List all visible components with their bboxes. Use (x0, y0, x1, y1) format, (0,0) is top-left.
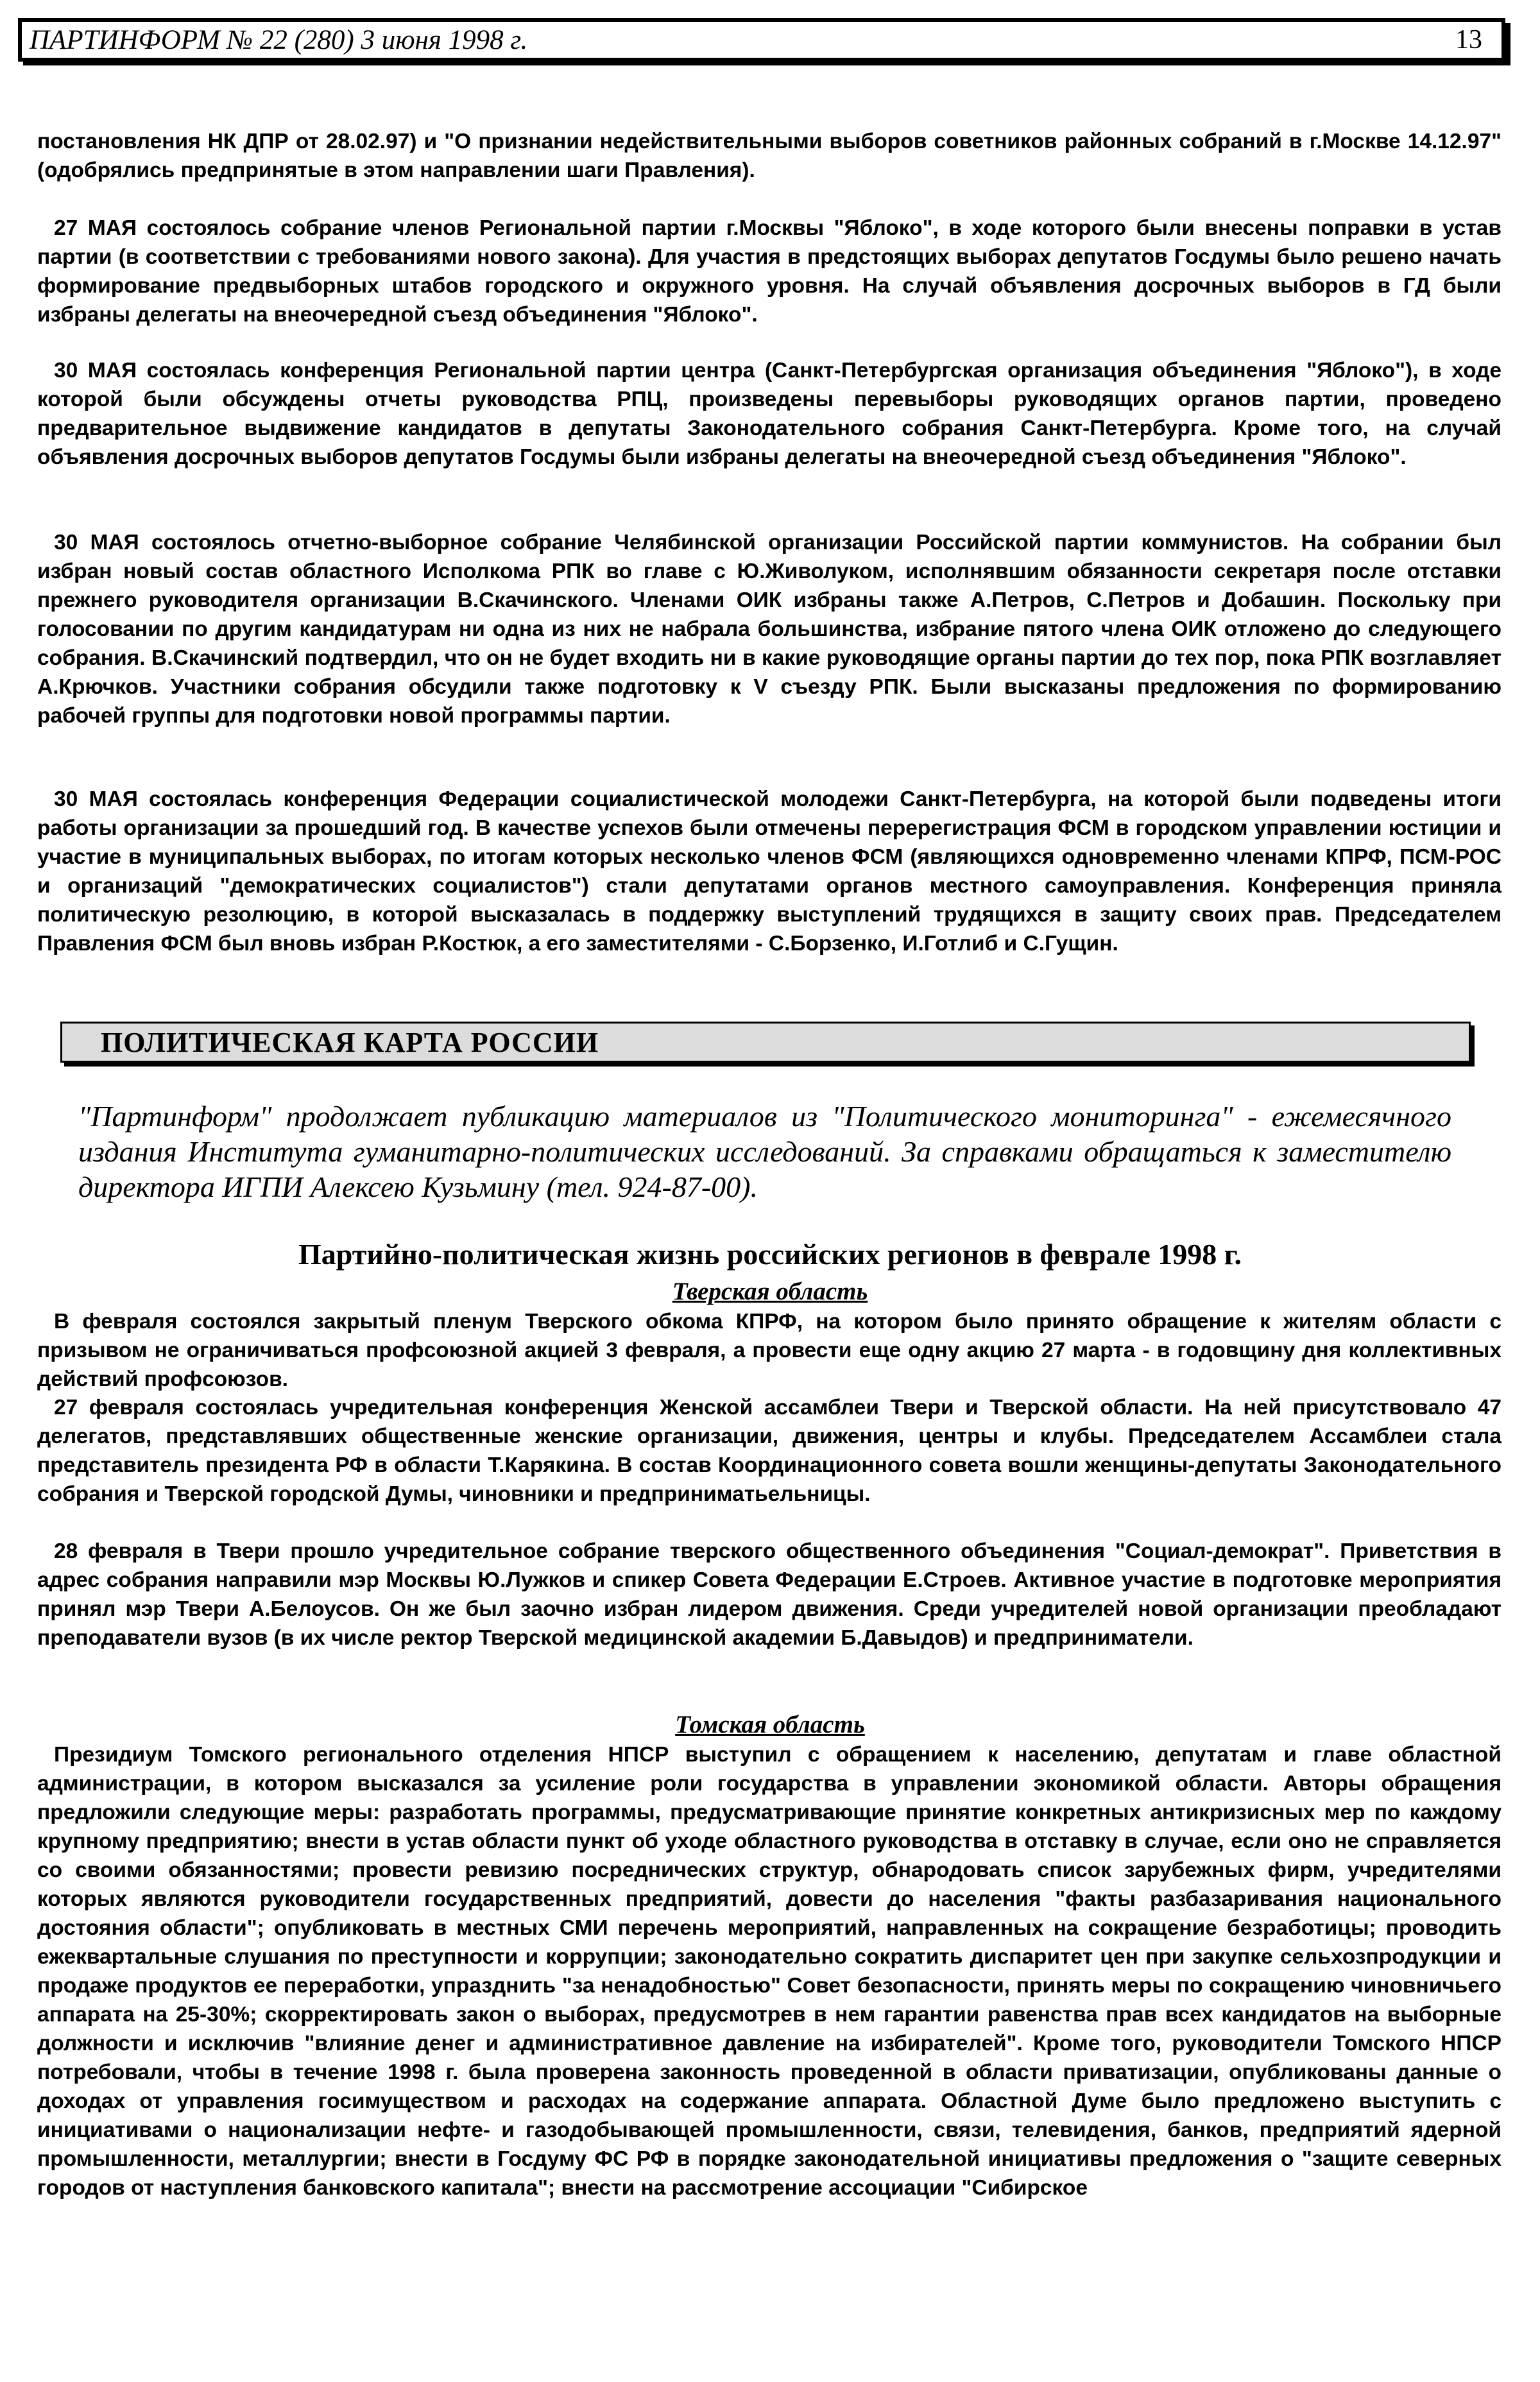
region-paragraph: Президиум Томского регионального отделения НПСР выступил с обращением к населению, депутатам и главе областной администрации, в котором высказался за усиление роли государства в управлении экономикой области. Авторы обращения предложили следующие меры: разработать программы, предусматривающие принятие конкретных антикризисных мер по каждому крупному предприятию; внести в устав области пункт об уходе областного руководства в отставку в случае, если оно не справляется со своими обязанностями; провести ревизию посреднических структур, обнародовать список зарубежных фирм, учредителями которых являются руководители государственных предприятий, довести до населения "факты разбазаривания национального достояния области"; опубликовать в местных СМИ перечень мероприятий, направленных на сокращение безработицы; проводить ежеквартальные слушания по преступности и коррупции; законодательно сократить диспаритет цен при закупке сельхозпродукции и продаже продуктов ее переработки, упразднить "за ненадобностью" Совет безопасности, принять меры по сокращению чиновничьего аппарата на 25-30%; скорректировать закон о выборах, предусмотрев в нем гарантии равенства прав всех кандидатов на выборные должности и исключив "влияние денег и административное давление на избирателей". Кроме того, руководители Томского НПСР потребовали, чтобы в течение 1998 г. была проверена законность проведенной в области приватизации, опубликованы данные о доходах от управления госимуществом и расходах на содержание аппарата. Областной Думе было предложено выступить с инициативами о национализации нефте- и газодобывающей промышленности, связи, телевидения, банков, предприятий ядерной промышленности, металлургии; внести в Госдуму ФС РФ в порядке законодательной инициативы предложения о "защите северных городов от наступления банковского капитала"; внести на рассмотрение ассоциации "Сибирское (37, 1743, 1502, 2200)
news-paragraph: 30 МАЯ состоялось отчетно-выборное собрание Челябинской организации Российской партии коммунистов. На собрании был избран новый состав областного Исполкома РПК во главе с Ю.Живолуком, исполнявшим обязанности секретаря после отставки прежнего руководителя организации В.Скачинского. Членами ОИК избраны также А.Петров, С.Петров и Добашин. Поскольку при голосовании по другим кандидатурам ни одна из них не набрала большинства, избрание пятого члена ОИК отложено до следующего собрания. В.Скачинский подтвердил, что он не будет входить ни в какие руководящие органы партии до тех пор, пока РПК возглавляет А.Крючков. Участники собрания обсудили также подготовку к V съезду РПК. Были высказаны предложения по формированию рабочей группы для подготовки новой программы партии. (37, 531, 1502, 728)
region-heading: Томская область (675, 1711, 865, 1738)
region-paragraph: 27 февраля состоялась учредительная конференция Женской ассамблеи Твери и Тверской области. На ней присутствовало 47 делегатов, представлявших общественные женские организации, движения, центры и клубы. Председателем Ассамблеи стала представитель президента РФ в области Т.Карякина. В состав Координационного совета вошли женщины-депутаты Законодательного собрания и Тверской городской Думы, чиновники и предприниматьельницы. (37, 1396, 1502, 1506)
section-banner (60, 1022, 1471, 1063)
news-paragraph: постановления НК ДПР от 28.02.97) и "О признании недействительными выборов советников районных собраний в г.Москве 14.12.97" (одобрялись предпринятые в этом направлении шаги Правления). (37, 130, 1502, 182)
article-title: Партийно-политическая жизнь российских регионов в феврале 1998 г. (298, 1238, 1242, 1271)
news-paragraph: 30 МАЯ состоялась конференция Федерации социалистической молодежи Санкт-Петербурга, на которой были подведены итоги работы организации за прошедший год. В качестве успехов были отмечены перерегистрация ФСМ в городском управлении юстиции и участие в муниципальных выборах, по итогам которых несколько членов ФСМ (являющихся одновременно членами КПРФ, ПСМ-РОС и организаций "демократических социалистов") стали депутатами органов местного самоуправления. Конференция приняла политическую резолюцию, в которой высказалась в поддержку выступлений трудящихся в защиту своих прав. Председателем Правления ФСМ был вновь избран Р.Костюк, а его заместителями - С.Борзенко, И.Готлиб и С.Гущин. (37, 787, 1502, 955)
region-heading: Тверская область (672, 1278, 868, 1305)
section-title: ПОЛИТИЧЕСКАЯ КАРТА РОССИИ (101, 1027, 599, 1058)
publication-title: ПАРТИНФОРМ № 22 (280) 3 июня 1998 г. (30, 24, 528, 55)
header-shadow-right (1505, 23, 1510, 65)
news-paragraph: 27 МАЯ состоялось собрание членов Региональной партии г.Москвы "Яблоко", в ходе которого были внесены поправки в устав партии (в соответствии с требованиями нового закона). Для участия в предстоящих выборах депутатов Госдумы было решено начать формирование предвыборных штабов городского и окружного уровня. На случай объявления досрочных выборов в ГД были избраны делегаты на внеочередной съезд объединения "Яблоко". (37, 216, 1502, 327)
section-intro: "Партинформ" продолжает публикацию материалов из "Политического мониторинга" - ежемесячного издания Института гуманитарно-политических исследований. За справками обращаться к заместителю директора ИГПИ Алексею Кузьмину (тел. 924-87-00). (78, 1100, 1451, 1203)
page-number: 13 (1455, 25, 1482, 55)
running-header (18, 18, 1505, 62)
news-paragraph: 30 МАЯ состоялась конференция Региональной партии центра (Санкт-Петербургская организация объединения "Яблоко"), в ходе которой были обсуждены отчеты руководства РПЦ, произведены перевыборы руководящих органов партии, проведено предварительное выдвижение кандидатов в депутаты Законодательного собрания Санкт-Петербурга. Кроме того, на случай объявления досрочных выборов депутатов Госдумы были избраны делегаты на внеочередной съезд объединения "Яблоко". (37, 359, 1502, 469)
region-paragraph: В февраля состоялся закрытый пленум Тверского обкома КПРФ, на котором было принято обращение к жителям области с призывом не ограничиваться профсоюзной акцией 3 февраля, а провести еще одну акцию 27 марта - в годовщину дня коллективных действий профсоюзов. (37, 1310, 1502, 1391)
region-paragraph: 28 февраля в Твери прошло учредительное собрание тверского общественного объединения "Социал-демократ". Приветствия в адрес собрания направили мэр Москвы Ю.Лужков и спикер Совета Федерации Е.Строев. Активное участие в подготовке мероприятия принял мэр Твери А.Белоусов. Он же был заочно избран лидером движения. Среди учредителей новой организации преобладают преподаватели вузов (в их числе ректор Тверской медицинской академии Б.Давыдов) и предприниматели. (37, 1539, 1502, 1650)
header-shadow (23, 62, 1510, 65)
